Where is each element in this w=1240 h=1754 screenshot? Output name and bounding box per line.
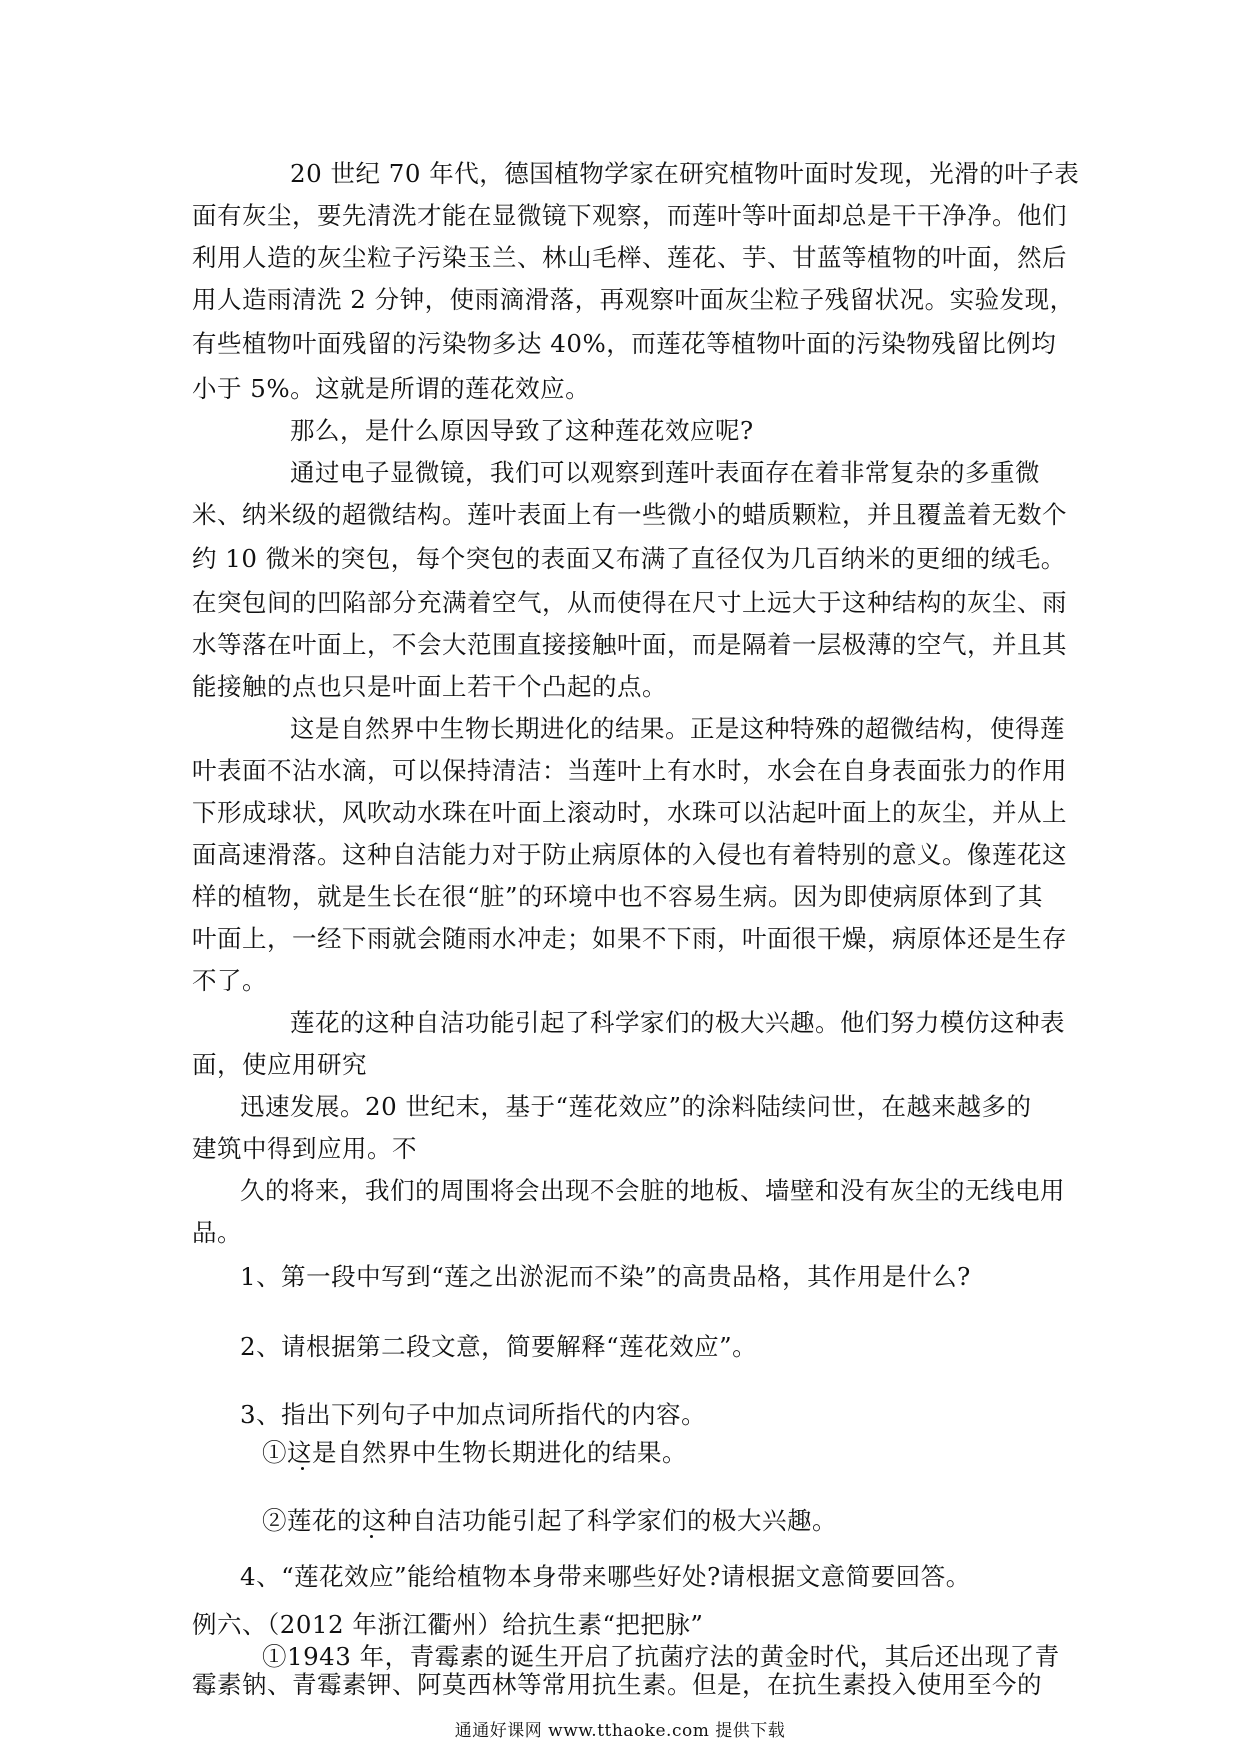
passage-line: 品。 xyxy=(192,1218,242,1247)
passage-line: 迅速发展。20 世纪末，基于“莲花效应”的涂料陆续问世，在越来越多的 xyxy=(240,1092,1032,1121)
passage-line: 建筑中得到应用。不 xyxy=(192,1134,417,1163)
passage-line: 面高速滑落。这种自洁能力对于防止病原体的入侵也有着特别的意义。像莲花这 xyxy=(192,840,1067,869)
passage-line: 有些植物叶面残留的污染物多达 40%，而莲花等植物叶面的污染物残留比例均 xyxy=(192,329,1057,358)
passage-line: 利用人造的灰尘粒子污染玉兰、林山毛榉、莲花、芋、甘蓝等植物的叶面，然后 xyxy=(192,243,1067,272)
passage-line: 久的将来，我们的周围将会出现不会脏的地板、墙壁和没有灰尘的无线电用 xyxy=(240,1176,1065,1205)
passage-line: 面有灰尘，要先清洗才能在显微镜下观察，而莲叶等叶面却总是干干净净。他们 xyxy=(192,201,1067,230)
question-2: 2、请根据第二段文意，简要解释“莲花效应”。 xyxy=(240,1332,758,1361)
passage-line: 下形成球状，风吹动水珠在叶面上滚动时，水珠可以沾起叶面上的灰尘，并从上 xyxy=(192,798,1067,827)
passage-line: 叶面上，一经下雨就会随雨水冲走；如果不下雨，叶面很干燥，病原体还是生存 xyxy=(192,924,1067,953)
passage-line: 那么，是什么原因导致了这种莲花效应呢? xyxy=(290,416,754,445)
passage-line: 莲花的这种自洁功能引起了科学家们的极大兴趣。他们努力模仿这种表 xyxy=(290,1008,1065,1037)
question-3-item-2: ②莲花的这种自洁功能引起了科学家们的极大兴趣。 xyxy=(262,1506,837,1535)
page-footer: 通通好课网 www.tthaoke.com 提供下载 xyxy=(454,1721,786,1741)
passage-line: 20 世纪 70 年代，德国植物学家在研究植物叶面时发现，光滑的叶子表 xyxy=(290,159,1080,188)
example-paragraph-line: 霉素钠、青霉素钾、阿莫西林等常用抗生素。但是，在抗生素投入使用至今的 xyxy=(192,1670,1042,1699)
example-heading: 例六、（2012 年浙江衢州）给抗生素“把把脉” xyxy=(192,1610,704,1639)
emphasis-dot xyxy=(301,1467,304,1470)
passage-line: 通过电子显微镜，我们可以观察到莲叶表面存在着非常复杂的多重微 xyxy=(290,458,1040,487)
question-4: 4、“莲花效应”能给植物本身带来哪些好处?请根据文意简要回答。 xyxy=(240,1562,971,1591)
passage-line: 这是自然界中生物长期进化的结果。正是这种特殊的超微结构，使得莲 xyxy=(290,714,1065,743)
passage-line: 不了。 xyxy=(192,966,267,995)
passage-line: 约 10 微米的突包，每个突包的表面又布满了直径仅为几百纳米的更细的绒毛。 xyxy=(192,544,1066,573)
passage-line: 在突包间的凹陷部分充满着空气，从而使得在尺寸上远大于这种结构的灰尘、雨 xyxy=(192,588,1067,617)
passage-line: 米、纳米级的超微结构。莲叶表面上有一些微小的蜡质颗粒，并且覆盖着无数个 xyxy=(192,500,1067,529)
passage-line: 能接触的点也只是叶面上若干个凸起的点。 xyxy=(192,672,667,701)
passage-line: 用人造雨清洗 2 分钟，使雨滴滑落，再观察叶面灰尘粒子残留状况。实验发现， xyxy=(192,285,1075,314)
emphasis-dot xyxy=(370,1535,373,1538)
question-3-item-1: ①这是自然界中生物长期进化的结果。 xyxy=(262,1438,687,1467)
question-3: 3、指出下列句子中加点词所指代的内容。 xyxy=(240,1400,707,1429)
example-paragraph-line: ①1943 年，青霉素的诞生开启了抗菌疗法的黄金时代，其后还出现了青 xyxy=(262,1642,1060,1671)
passage-line: 叶表面不沾水滴，可以保持清洁：当莲叶上有水时，水会在自身表面张力的作用 xyxy=(192,756,1067,785)
question-1: 1、第一段中写到“莲之出淤泥而不染”的高贵品格，其作用是什么? xyxy=(240,1262,971,1291)
passage-line: 水等落在叶面上，不会大范围直接接触叶面，而是隔着一层极薄的空气，并且其 xyxy=(192,630,1067,659)
passage-line: 面，使应用研究 xyxy=(192,1050,367,1079)
passage-line: 小于 5%。这就是所谓的莲花效应。 xyxy=(192,374,591,403)
passage-line: 样的植物，就是生长在很“脏”的环境中也不容易生病。因为即使病原体到了其 xyxy=(192,882,1044,911)
